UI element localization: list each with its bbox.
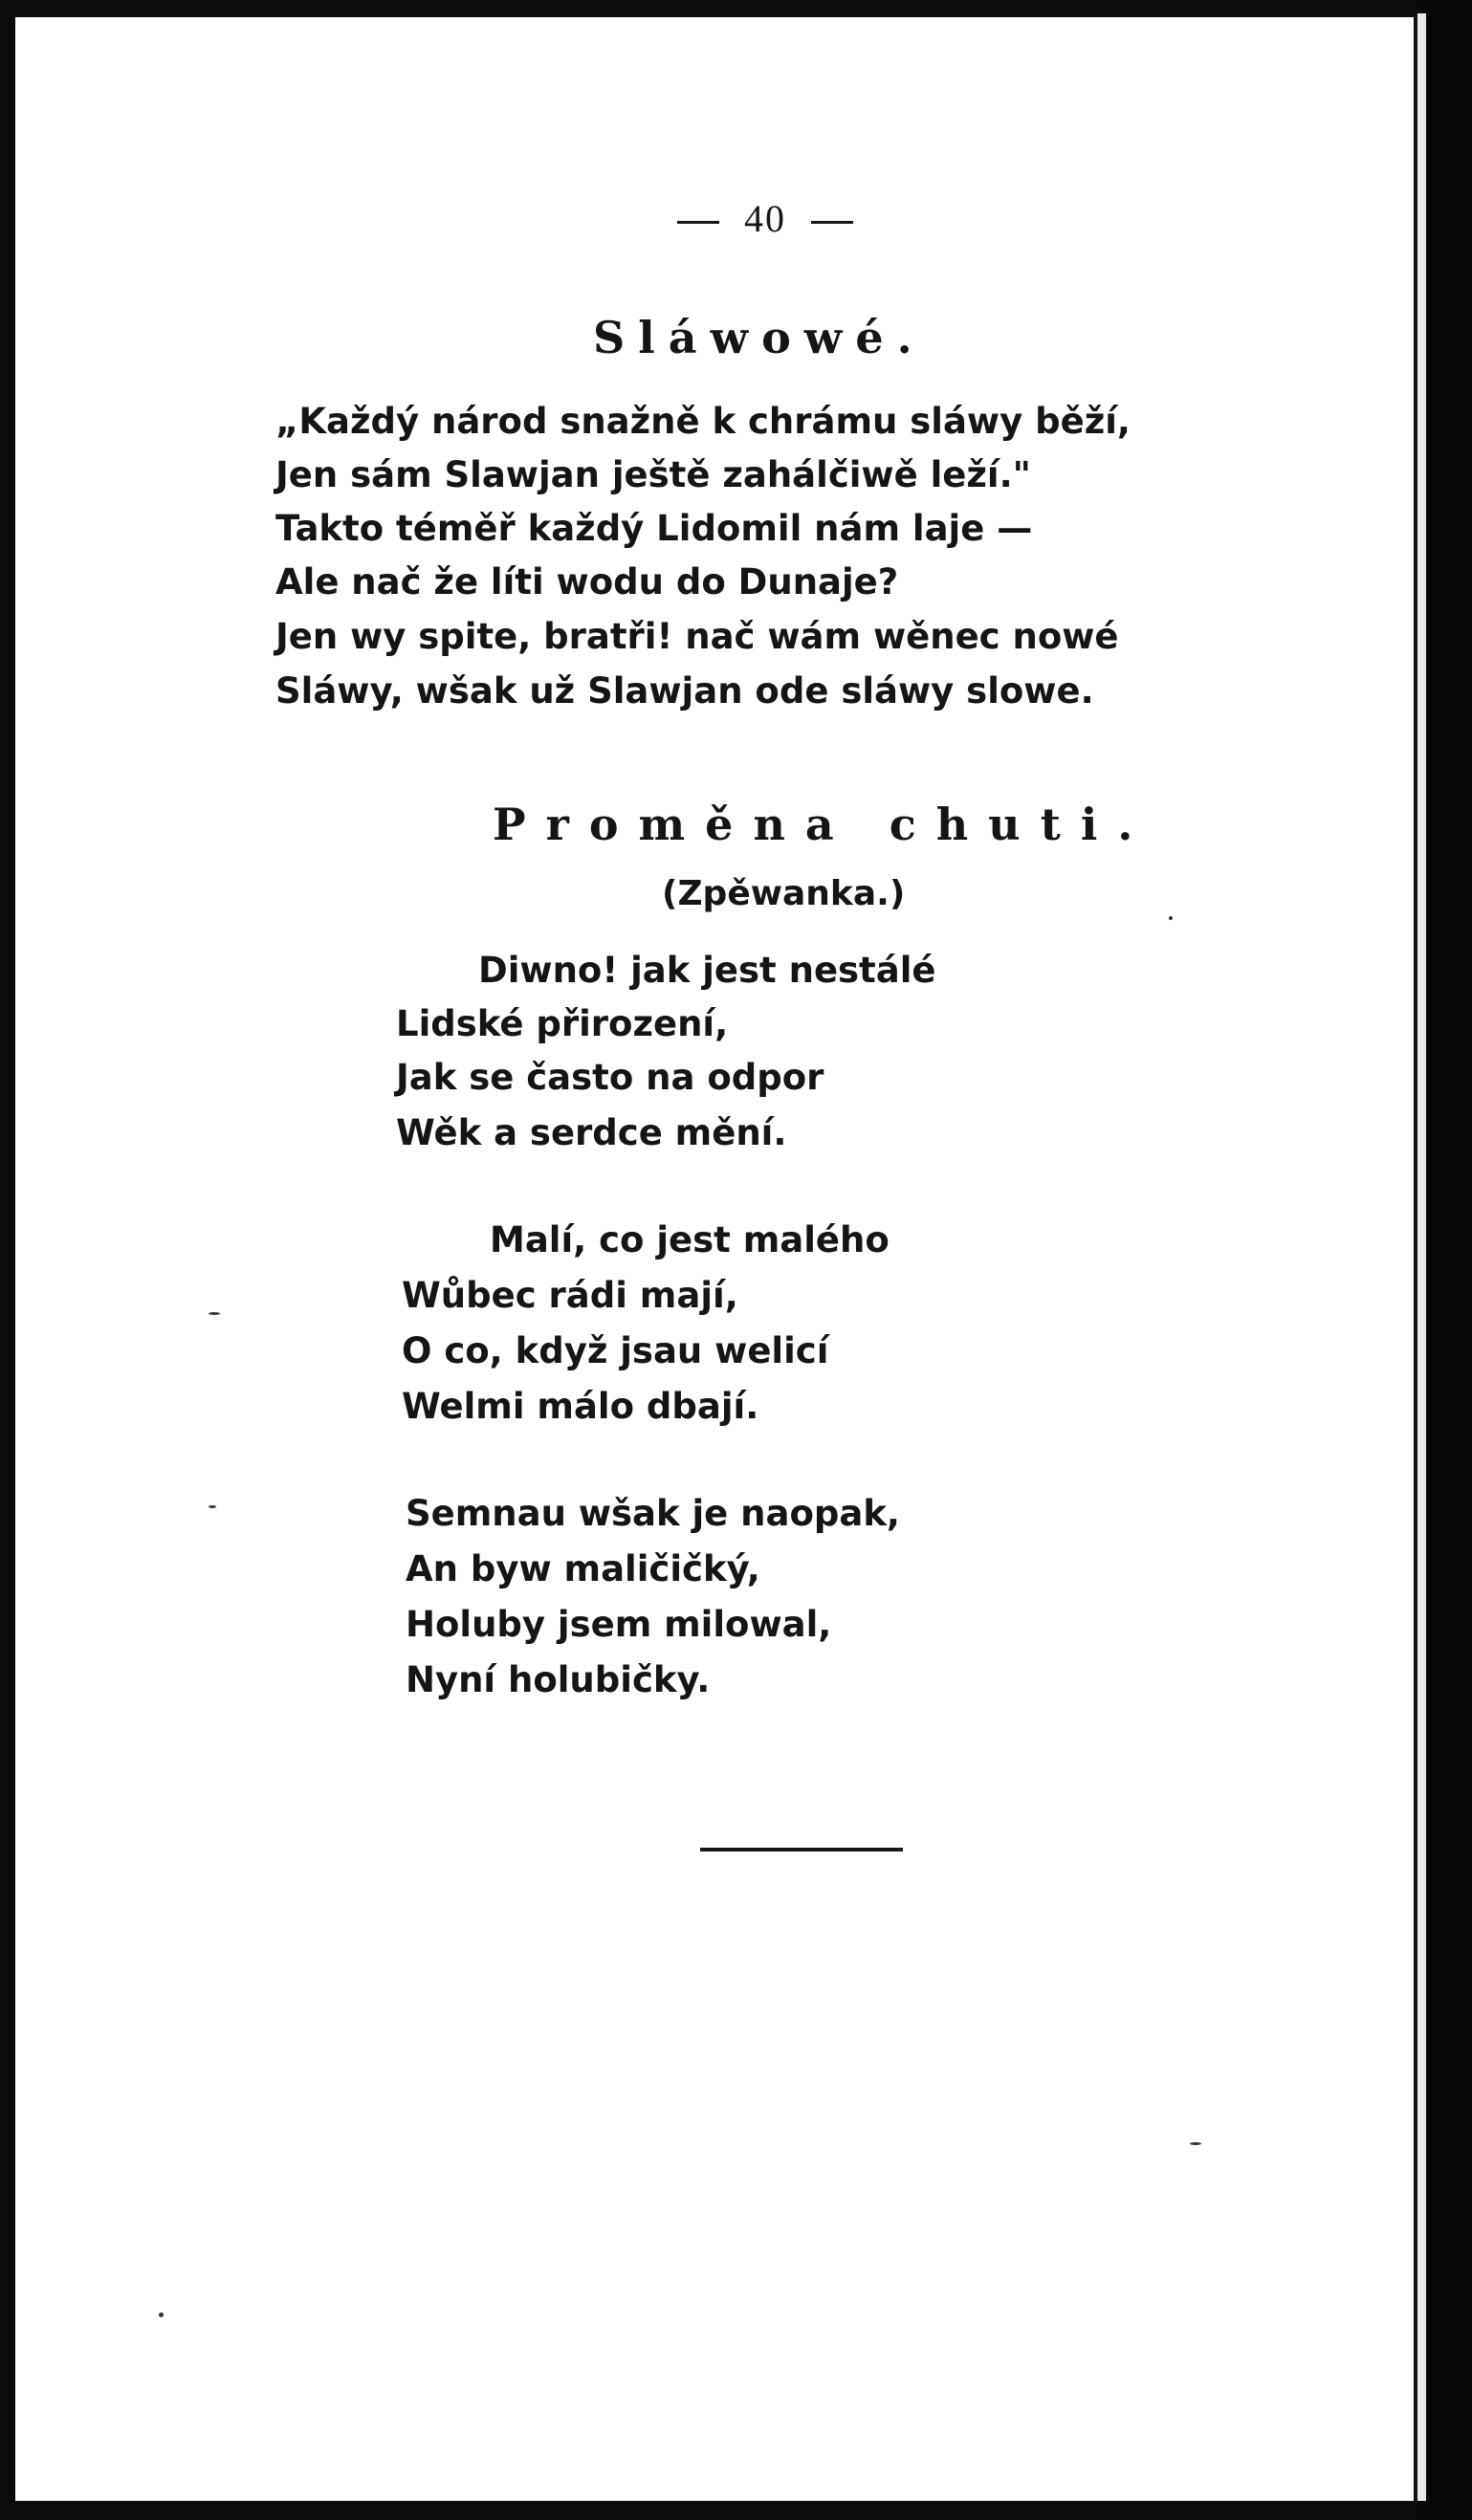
poem-line: Wůbec rádi mají, [402, 1275, 738, 1316]
poem-line: Sláwy, wšak už Slawjan ode sláwy slowe. [275, 670, 1094, 712]
poem-subtitle: (Zpěwanka.) [662, 874, 906, 913]
poem-line: „Každý národ snažně k chrámu sláwy běží, [275, 401, 1131, 442]
poem-line: Holuby jsem milowal, [406, 1604, 832, 1645]
poem-line: Lidské přirození, [396, 1003, 729, 1044]
page-number-text: 40 [744, 197, 786, 240]
poem-line: Diwno! jak jest nestálé [478, 950, 936, 991]
poem-line: Semnau wšak je naopak, [406, 1493, 900, 1534]
poem-line: An byw maličičký, [406, 1548, 760, 1589]
poem-title: Proměna chuti. [493, 799, 1153, 850]
poem-line: Ale nač že líti wodu do Dunaje? [275, 561, 899, 603]
scan-speck [209, 1312, 220, 1315]
poem-title: Sláwowé. [593, 312, 926, 363]
poem-line: Nyní holubičky. [406, 1659, 711, 1700]
page-number-right-dash [811, 221, 853, 224]
scan-speck [159, 2312, 164, 2317]
poem-line: Jen wy spite, bratři! nač wám wěnec nowé [275, 616, 1119, 657]
poem-line: Welmi málo dbají. [402, 1386, 759, 1427]
page-number-left-dash [677, 221, 719, 224]
page-edge [1415, 13, 1426, 2501]
poem-line: Takto téměř každý Lidomil nám laje — [275, 508, 1033, 549]
poem-line: Wěk a serdce mění. [396, 1112, 787, 1153]
poem-line: Malí, co jest malého [490, 1219, 890, 1260]
scan-speck [1190, 2142, 1201, 2145]
poem-line: Jen sám Slawjan ještě zahálčiwě leží." [275, 454, 1031, 495]
poem-line: Jak se často na odpor [396, 1057, 824, 1098]
scan-background-right [1423, 0, 1472, 2520]
poem-line: O co, když jsau welicí [402, 1330, 829, 1371]
page-number [622, 196, 909, 241]
scan-speck [1169, 916, 1173, 920]
closing-rule [700, 1848, 903, 1852]
scan-speck [209, 1505, 216, 1508]
